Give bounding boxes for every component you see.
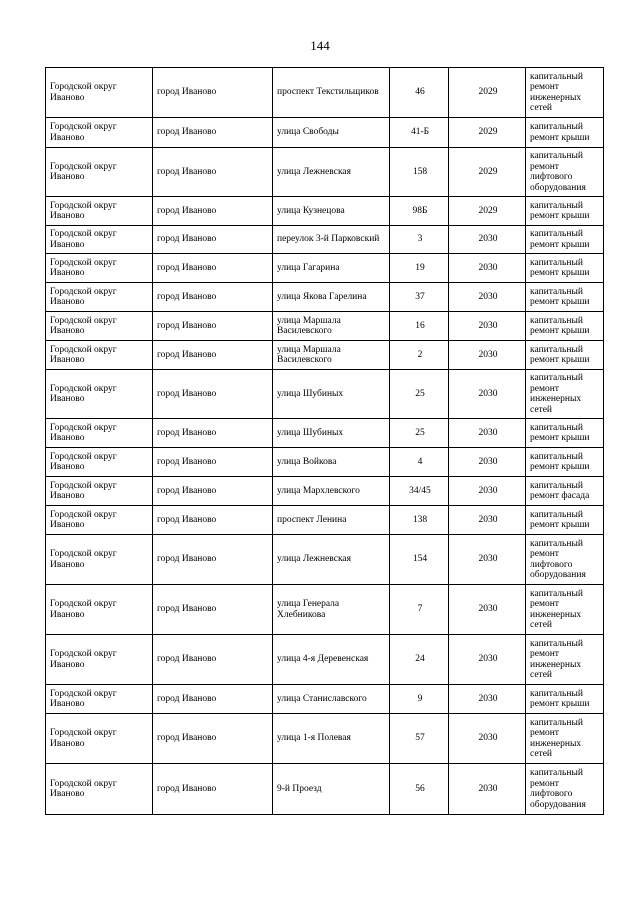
cell-city: город Иваново [153, 506, 273, 535]
table-row [46, 148, 604, 197]
cell-district: Городской округ Иваново [46, 685, 153, 714]
cell-work-type: капитальный ремонт инженерных сетей [526, 635, 604, 685]
cell-work-type: капитальный ремонт крыши [526, 226, 604, 254]
cell-street: улица Маршала Василевского [273, 341, 390, 370]
table-row [46, 714, 604, 764]
cell-year: 2029 [449, 68, 526, 118]
cell-district: Городской округ Иваново [46, 197, 153, 226]
table-row [46, 506, 604, 535]
cell-year: 2030 [449, 477, 526, 506]
cell-year: 2030 [449, 635, 526, 685]
cell-house: 2 [390, 341, 449, 370]
cell-city: город Иваново [153, 197, 273, 226]
cell-house: 24 [390, 635, 449, 685]
cell-year: 2029 [449, 197, 526, 226]
cell-year: 2030 [449, 685, 526, 714]
cell-street: улица Лежневская [273, 148, 390, 197]
cell-district: Городской округ Иваново [46, 254, 153, 283]
cell-house: 41-Б [390, 118, 449, 148]
table-row [46, 764, 604, 815]
cell-house: 98Б [390, 197, 449, 226]
cell-street: улица 1-я Полевая [273, 714, 390, 764]
cell-work-type: капитальный ремонт крыши [526, 312, 604, 341]
cell-city: город Иваново [153, 685, 273, 714]
cell-district: Городской округ Иваново [46, 635, 153, 685]
cell-work-type: капитальный ремонт лифтового оборудования [526, 535, 604, 585]
page-number: 144 [310, 38, 330, 53]
cell-year: 2030 [449, 419, 526, 448]
cell-house: 138 [390, 506, 449, 535]
cell-street: улица Лежневская [273, 535, 390, 585]
cell-district: Городской округ Иваново [46, 419, 153, 448]
cell-year: 2030 [449, 226, 526, 254]
cell-year: 2030 [449, 254, 526, 283]
table-row [46, 477, 604, 506]
cell-street: улица Свободы [273, 118, 390, 148]
cell-house: 19 [390, 254, 449, 283]
cell-street: переулок 3-й Парковский [273, 226, 390, 254]
cell-house: 34/45 [390, 477, 449, 506]
cell-district: Городской округ Иваново [46, 448, 153, 477]
table-row [46, 312, 604, 341]
cell-street: улица Шубиных [273, 370, 390, 419]
cell-street: проспект Ленина [273, 506, 390, 535]
table-row [46, 419, 604, 448]
table-row [46, 283, 604, 312]
cell-work-type: капитальный ремонт инженерных сетей [526, 370, 604, 419]
cell-house: 56 [390, 764, 449, 815]
cell-house: 4 [390, 448, 449, 477]
cell-city: город Иваново [153, 118, 273, 148]
cell-year: 2029 [449, 118, 526, 148]
cell-house: 37 [390, 283, 449, 312]
cell-work-type: капитальный ремонт инженерных сетей [526, 585, 604, 635]
cell-work-type: капитальный ремонт инженерных сетей [526, 714, 604, 764]
cell-street: улица Войкова [273, 448, 390, 477]
cell-year: 2030 [449, 506, 526, 535]
cell-year: 2030 [449, 312, 526, 341]
cell-house: 57 [390, 714, 449, 764]
cell-house: 154 [390, 535, 449, 585]
cell-work-type: капитальный ремонт крыши [526, 197, 604, 226]
cell-city: город Иваново [153, 585, 273, 635]
cell-work-type: капитальный ремонт крыши [526, 283, 604, 312]
cell-year: 2030 [449, 585, 526, 635]
cell-district: Городской округ Иваново [46, 226, 153, 254]
cell-city: город Иваново [153, 448, 273, 477]
cell-city: город Иваново [153, 419, 273, 448]
cell-district: Городской округ Иваново [46, 506, 153, 535]
cell-district: Городской округ Иваново [46, 370, 153, 419]
table-body [46, 68, 604, 815]
cell-city: город Иваново [153, 254, 273, 283]
cell-city: город Иваново [153, 714, 273, 764]
cell-city: город Иваново [153, 226, 273, 254]
cell-house: 25 [390, 370, 449, 419]
table-row [46, 685, 604, 714]
cell-city: город Иваново [153, 283, 273, 312]
cell-district: Городской округ Иваново [46, 68, 153, 118]
cell-district: Городской округ Иваново [46, 118, 153, 148]
table-row [46, 535, 604, 585]
cell-year: 2030 [449, 341, 526, 370]
cell-work-type: капитальный ремонт инженерных сетей [526, 68, 604, 118]
cell-work-type: капитальный ремонт крыши [526, 341, 604, 370]
cell-work-type: капитальный ремонт фасада [526, 477, 604, 506]
cell-street: улица Мархлевского [273, 477, 390, 506]
cell-house: 46 [390, 68, 449, 118]
cell-district: Городской округ Иваново [46, 283, 153, 312]
cell-house: 16 [390, 312, 449, 341]
cell-district: Городской округ Иваново [46, 764, 153, 815]
cell-district: Городской округ Иваново [46, 148, 153, 197]
table-row [46, 448, 604, 477]
cell-year: 2030 [449, 714, 526, 764]
table-row [46, 226, 604, 254]
cell-work-type: капитальный ремонт лифтового оборудования [526, 148, 604, 197]
cell-work-type: капитальный ремонт крыши [526, 448, 604, 477]
cell-house: 7 [390, 585, 449, 635]
cell-district: Городской округ Иваново [46, 341, 153, 370]
cell-street: улица 4-я Деревенская [273, 635, 390, 685]
cell-city: город Иваново [153, 477, 273, 506]
cell-city: город Иваново [153, 341, 273, 370]
cell-street: улица Генерала Хлебникова [273, 585, 390, 635]
cell-street: 9-й Проезд [273, 764, 390, 815]
cell-district: Городской округ Иваново [46, 535, 153, 585]
cell-year: 2029 [449, 148, 526, 197]
cell-street: улица Шубиных [273, 419, 390, 448]
cell-city: город Иваново [153, 635, 273, 685]
cell-street: проспект Текстильщиков [273, 68, 390, 118]
cell-work-type: капитальный ремонт крыши [526, 118, 604, 148]
table-row [46, 68, 604, 118]
cell-work-type: капитальный ремонт крыши [526, 419, 604, 448]
cell-house: 25 [390, 419, 449, 448]
cell-year: 2030 [449, 764, 526, 815]
cell-city: город Иваново [153, 370, 273, 419]
repair-schedule-table [45, 67, 604, 815]
cell-city: город Иваново [153, 312, 273, 341]
cell-work-type: капитальный ремонт крыши [526, 254, 604, 283]
cell-city: город Иваново [153, 535, 273, 585]
cell-year: 2030 [449, 448, 526, 477]
cell-city: город Иваново [153, 148, 273, 197]
cell-city: город Иваново [153, 68, 273, 118]
table-row [46, 197, 604, 226]
cell-city: город Иваново [153, 764, 273, 815]
cell-street: улица Станиславского [273, 685, 390, 714]
cell-work-type: капитальный ремонт крыши [526, 506, 604, 535]
cell-district: Городской округ Иваново [46, 477, 153, 506]
cell-street: улица Маршала Василевского [273, 312, 390, 341]
table-row [46, 635, 604, 685]
cell-district: Городской округ Иваново [46, 585, 153, 635]
cell-street: улица Кузнецова [273, 197, 390, 226]
table-row [46, 341, 604, 370]
cell-house: 3 [390, 226, 449, 254]
table-row [46, 118, 604, 148]
cell-year: 2030 [449, 283, 526, 312]
table-row [46, 585, 604, 635]
cell-district: Городской округ Иваново [46, 312, 153, 341]
cell-work-type: капитальный ремонт крыши [526, 685, 604, 714]
table-row [46, 254, 604, 283]
cell-house: 158 [390, 148, 449, 197]
cell-district: Городской округ Иваново [46, 714, 153, 764]
cell-work-type: капитальный ремонт лифтового оборудования [526, 764, 604, 815]
table-row [46, 370, 604, 419]
cell-house: 9 [390, 685, 449, 714]
cell-year: 2030 [449, 535, 526, 585]
cell-street: улица Якова Гарелина [273, 283, 390, 312]
cell-year: 2030 [449, 370, 526, 419]
cell-street: улица Гагарина [273, 254, 390, 283]
